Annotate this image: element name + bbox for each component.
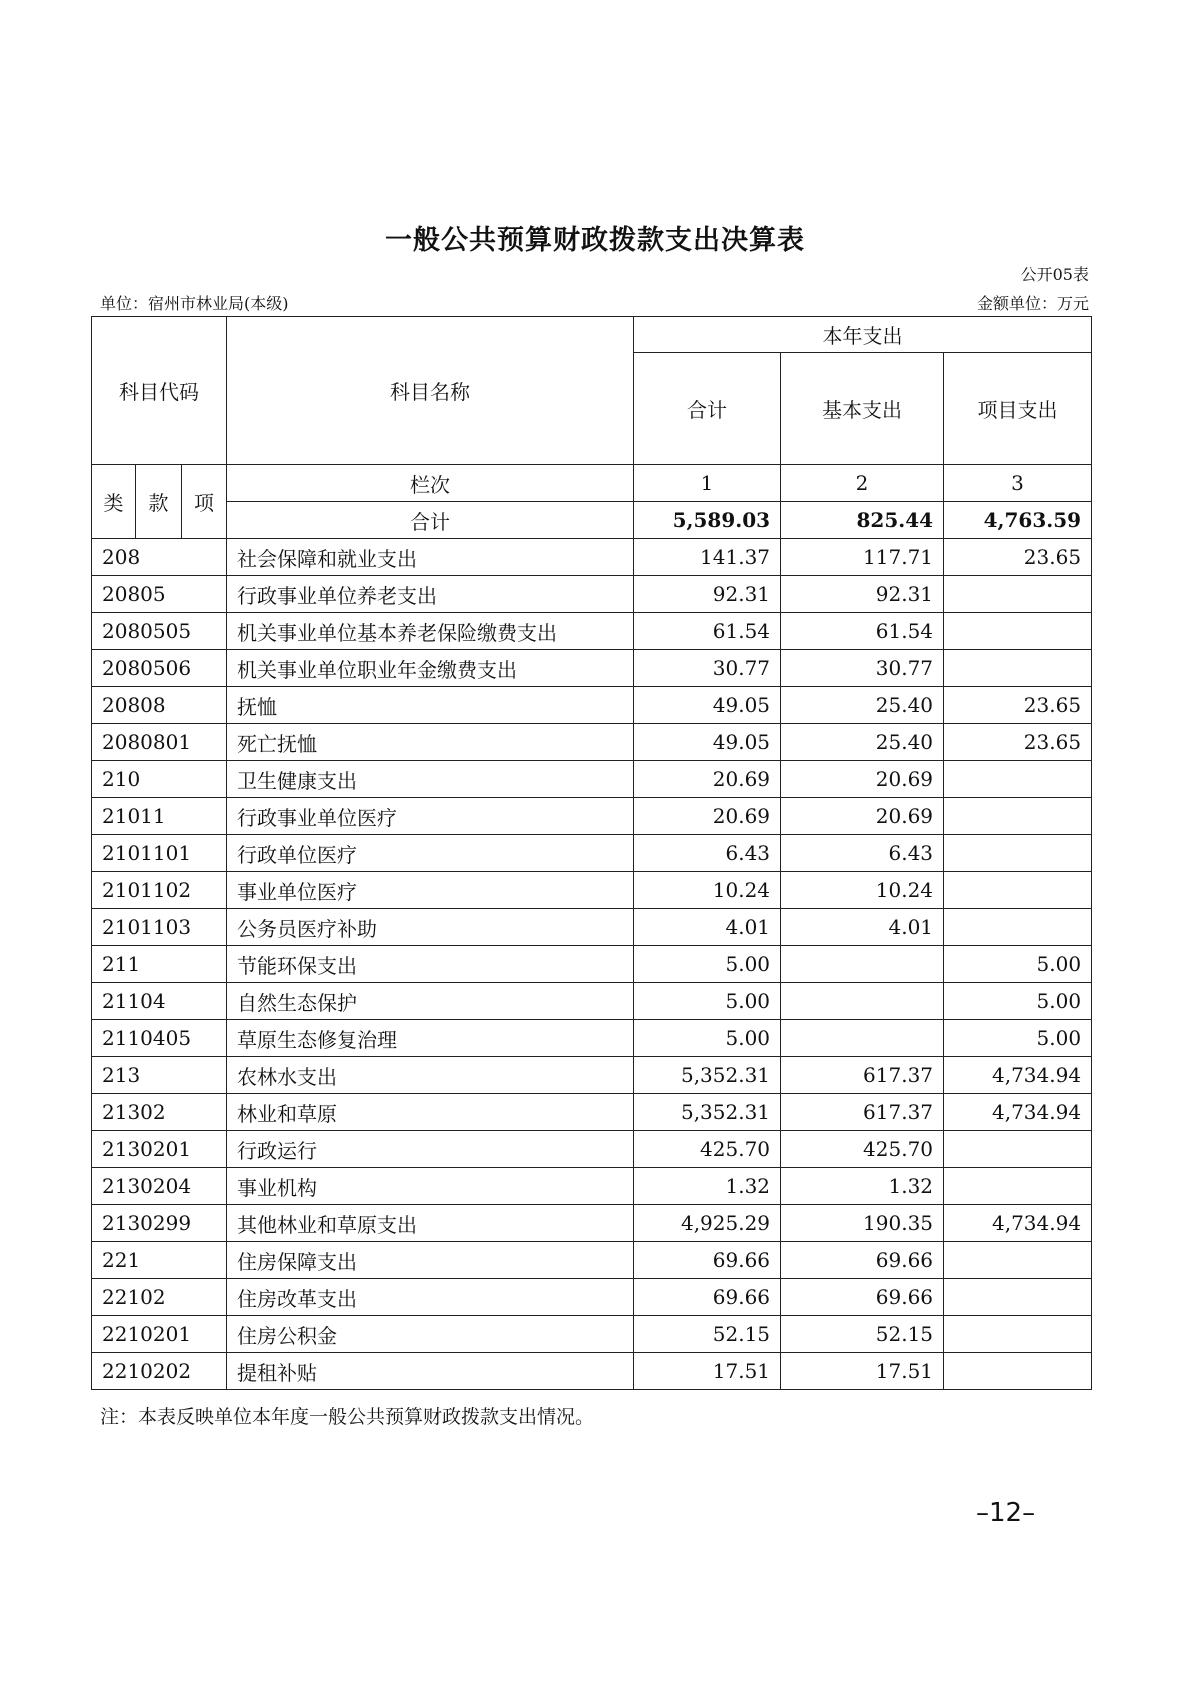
row-code: 2130299 <box>92 1205 227 1242</box>
table-row <box>92 1353 1092 1390</box>
row-project: 5.00 <box>944 983 1092 1020</box>
table-row <box>92 1316 1092 1353</box>
row-project <box>944 576 1092 613</box>
row-code: 221 <box>92 1242 227 1279</box>
row-code: 2101102 <box>92 872 227 909</box>
row-total: 141.37 <box>634 539 781 576</box>
row-total: 1.32 <box>634 1168 781 1205</box>
row-name: 自然生态保护 <box>227 983 634 1020</box>
row-basic: 10.24 <box>781 872 944 909</box>
column-row-label: 栏次 <box>227 465 634 502</box>
row-basic: 425.70 <box>781 1131 944 1168</box>
row-project <box>944 1168 1092 1205</box>
header-total: 合计 <box>634 353 781 465</box>
header-basic: 基本支出 <box>781 353 944 465</box>
row-project <box>944 1131 1092 1168</box>
row-project <box>944 761 1092 798</box>
header-project: 项目支出 <box>944 353 1092 465</box>
row-name: 住房改革支出 <box>227 1279 634 1316</box>
row-code: 2130204 <box>92 1168 227 1205</box>
table-row <box>92 1205 1092 1242</box>
total-row-total: 5,589.03 <box>634 502 781 539</box>
row-total: 5,352.31 <box>634 1057 781 1094</box>
row-basic: 190.35 <box>781 1205 944 1242</box>
row-project: 23.65 <box>944 539 1092 576</box>
row-name: 公务员医疗补助 <box>227 909 634 946</box>
table-row <box>92 946 1092 983</box>
row-total: 49.05 <box>634 724 781 761</box>
row-total: 4,925.29 <box>634 1205 781 1242</box>
table-row <box>92 761 1092 798</box>
row-project <box>944 835 1092 872</box>
table-row <box>92 1020 1092 1057</box>
table-row <box>92 798 1092 835</box>
row-name: 机关事业单位职业年金缴费支出 <box>227 650 634 687</box>
row-basic: 20.69 <box>781 798 944 835</box>
row-code: 210 <box>92 761 227 798</box>
row-project: 4,734.94 <box>944 1057 1092 1094</box>
row-total: 69.66 <box>634 1242 781 1279</box>
table-row <box>92 576 1092 613</box>
row-basic: 117.71 <box>781 539 944 576</box>
row-project <box>944 909 1092 946</box>
header-group: 本年支出 <box>634 317 1092 353</box>
row-basic <box>781 946 944 983</box>
column-number-2: 2 <box>781 465 944 502</box>
row-basic: 25.40 <box>781 687 944 724</box>
row-project: 23.65 <box>944 724 1092 761</box>
row-total: 10.24 <box>634 872 781 909</box>
row-name: 其他林业和草原支出 <box>227 1205 634 1242</box>
row-code: 2101103 <box>92 909 227 946</box>
row-code: 21302 <box>92 1094 227 1131</box>
row-project <box>944 1353 1092 1390</box>
table-row <box>92 1279 1092 1316</box>
row-total: 5,352.31 <box>634 1094 781 1131</box>
row-project: 4,734.94 <box>944 1094 1092 1131</box>
row-name: 机关事业单位基本养老保险缴费支出 <box>227 613 634 650</box>
row-name: 行政事业单位养老支出 <box>227 576 634 613</box>
row-project: 5.00 <box>944 1020 1092 1057</box>
table-row <box>92 872 1092 909</box>
total-row-basic: 825.44 <box>781 502 944 539</box>
row-total: 49.05 <box>634 687 781 724</box>
row-code: 21011 <box>92 798 227 835</box>
table-row <box>92 539 1092 576</box>
row-basic <box>781 1020 944 1057</box>
table-row <box>92 1168 1092 1205</box>
row-total: 52.15 <box>634 1316 781 1353</box>
row-basic <box>781 983 944 1020</box>
row-code: 2101101 <box>92 835 227 872</box>
row-total: 61.54 <box>634 613 781 650</box>
header-name: 科目名称 <box>227 317 634 465</box>
row-code: 20805 <box>92 576 227 613</box>
footnote: 注：本表反映单位本年度一般公共预算财政拨款支出情况。 <box>100 1406 595 1428</box>
row-code: 20808 <box>92 687 227 724</box>
row-code: 2130201 <box>92 1131 227 1168</box>
row-code: 2080505 <box>92 613 227 650</box>
table-row <box>92 1057 1092 1094</box>
unit-label: 单位：宿州市林业局(本级) <box>100 294 289 313</box>
row-basic: 25.40 <box>781 724 944 761</box>
total-row-project: 4,763.59 <box>944 502 1092 539</box>
row-name: 死亡抚恤 <box>227 724 634 761</box>
row-total: 92.31 <box>634 576 781 613</box>
row-code: 22102 <box>92 1279 227 1316</box>
row-basic: 30.77 <box>781 650 944 687</box>
amount-unit-label: 金额单位：万元 <box>976 294 1089 313</box>
row-total: 30.77 <box>634 650 781 687</box>
row-basic: 61.54 <box>781 613 944 650</box>
row-total: 425.70 <box>634 1131 781 1168</box>
row-total: 4.01 <box>634 909 781 946</box>
header-class: 类 <box>92 465 136 539</box>
row-total: 6.43 <box>634 835 781 872</box>
row-name: 抚恤 <box>227 687 634 724</box>
header-code: 科目代码 <box>92 317 227 465</box>
row-project <box>944 798 1092 835</box>
row-code: 213 <box>92 1057 227 1094</box>
row-name: 住房公积金 <box>227 1316 634 1353</box>
row-project <box>944 872 1092 909</box>
table-row <box>92 1242 1092 1279</box>
row-project: 23.65 <box>944 687 1092 724</box>
row-name: 住房保障支出 <box>227 1242 634 1279</box>
row-basic: 17.51 <box>781 1353 944 1390</box>
table-row <box>92 835 1092 872</box>
row-project <box>944 1316 1092 1353</box>
row-basic: 4.01 <box>781 909 944 946</box>
row-name: 提租补贴 <box>227 1353 634 1390</box>
page-number: –12– <box>976 1498 1036 1528</box>
row-project: 4,734.94 <box>944 1205 1092 1242</box>
table-row <box>92 1094 1092 1131</box>
column-number-3: 3 <box>944 465 1092 502</box>
table-body <box>92 539 1092 1390</box>
row-total: 20.69 <box>634 761 781 798</box>
row-basic: 617.37 <box>781 1057 944 1094</box>
column-number-1: 1 <box>634 465 781 502</box>
row-total: 5.00 <box>634 946 781 983</box>
table-row <box>92 613 1092 650</box>
row-name: 林业和草原 <box>227 1094 634 1131</box>
row-basic: 1.32 <box>781 1168 944 1205</box>
total-row-label: 合计 <box>227 502 634 539</box>
row-project <box>944 1242 1092 1279</box>
row-code: 2210202 <box>92 1353 227 1390</box>
row-code: 2080801 <box>92 724 227 761</box>
row-project <box>944 650 1092 687</box>
row-name: 卫生健康支出 <box>227 761 634 798</box>
row-code: 21104 <box>92 983 227 1020</box>
row-code: 208 <box>92 539 227 576</box>
row-basic: 92.31 <box>781 576 944 613</box>
row-name: 行政单位医疗 <box>227 835 634 872</box>
row-basic: 617.37 <box>781 1094 944 1131</box>
table-row <box>92 650 1092 687</box>
table-row <box>92 724 1092 761</box>
row-basic: 52.15 <box>781 1316 944 1353</box>
page-title: 一般公共预算财政拨款支出决算表 <box>385 225 805 256</box>
header-section: 款 <box>136 465 182 539</box>
row-code: 2110405 <box>92 1020 227 1057</box>
row-code: 211 <box>92 946 227 983</box>
row-project <box>944 1279 1092 1316</box>
row-basic: 20.69 <box>781 761 944 798</box>
row-code: 2080506 <box>92 650 227 687</box>
row-name: 草原生态修复治理 <box>227 1020 634 1057</box>
form-code: 公开05表 <box>1020 265 1089 284</box>
budget-table <box>91 316 1092 1390</box>
row-total: 20.69 <box>634 798 781 835</box>
row-code: 2210201 <box>92 1316 227 1353</box>
row-total: 69.66 <box>634 1279 781 1316</box>
row-name: 社会保障和就业支出 <box>227 539 634 576</box>
row-total: 5.00 <box>634 983 781 1020</box>
row-total: 5.00 <box>634 1020 781 1057</box>
row-name: 农林水支出 <box>227 1057 634 1094</box>
row-name: 行政事业单位医疗 <box>227 798 634 835</box>
row-name: 节能环保支出 <box>227 946 634 983</box>
table-row <box>92 983 1092 1020</box>
table-row <box>92 909 1092 946</box>
row-name: 事业机构 <box>227 1168 634 1205</box>
row-basic: 69.66 <box>781 1242 944 1279</box>
row-name: 行政运行 <box>227 1131 634 1168</box>
row-name: 事业单位医疗 <box>227 872 634 909</box>
table-row <box>92 1131 1092 1168</box>
row-project: 5.00 <box>944 946 1092 983</box>
row-basic: 69.66 <box>781 1279 944 1316</box>
row-project <box>944 613 1092 650</box>
row-basic: 6.43 <box>781 835 944 872</box>
table-row <box>92 687 1092 724</box>
header-item: 项 <box>182 465 227 539</box>
row-total: 17.51 <box>634 1353 781 1390</box>
